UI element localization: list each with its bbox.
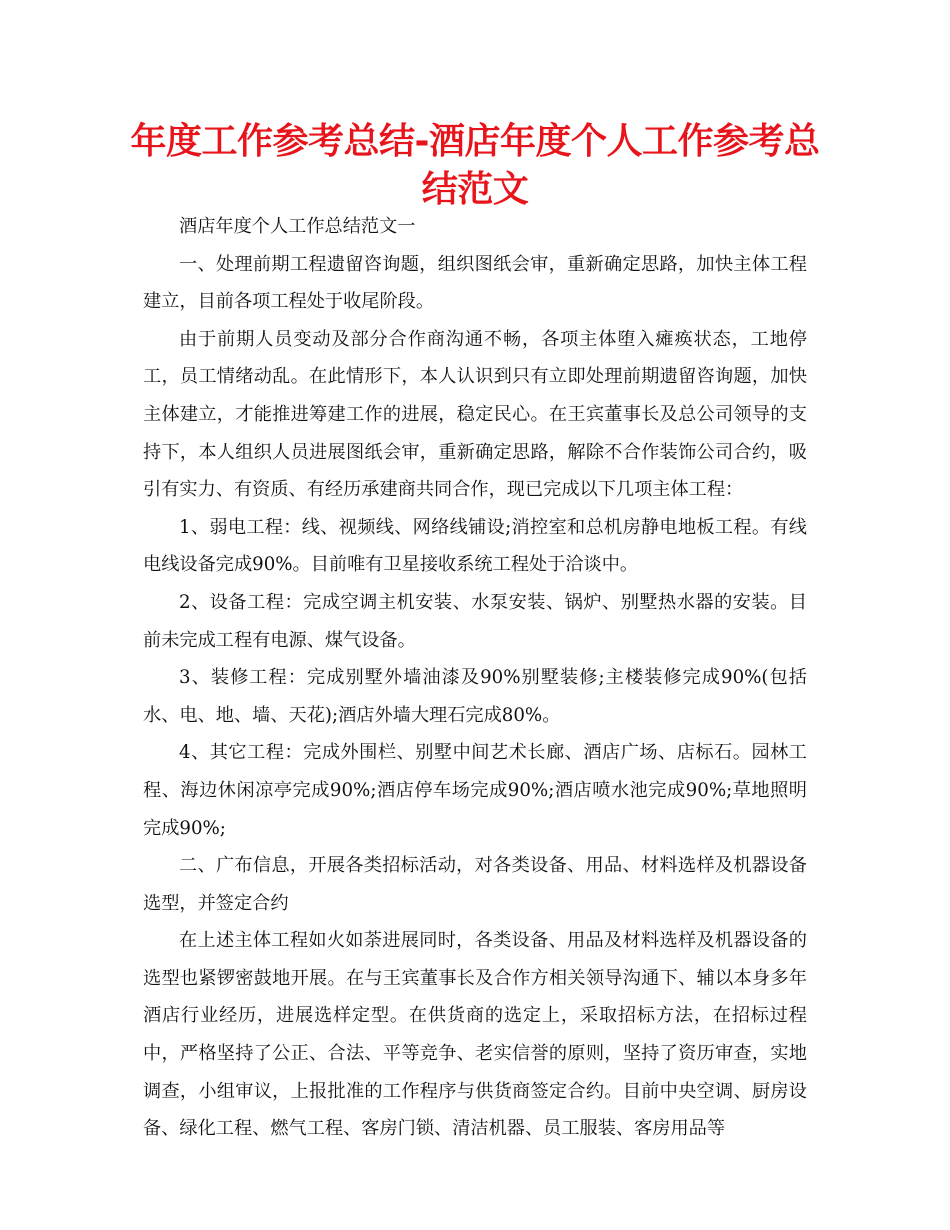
paragraph: 在上述主体工程如火如荼进展同时，各类设备、用品及材料选样及机器设备的选型也紧锣密鼓地开展。在与王宾董事长及合作方相关领导沟通下、辅以本身多年酒店行业经历，进展选样定型。在供货商的选定上，采取招标方法，在招标过程中，严格坚持了公正、合法、平等竞争、老实信誉的原则，坚持了资历审查，实地调查，小组审议，上报批准的工作程序与供货商签定合约。目前中央空调、厨房设备、绿化工程、燃气工程、客房门锁、清洁机器、员工服装、客房用品等 <box>143 930 807 1140</box>
paragraph: 二、广布信息，开展各类招标活动，对各类设备、用品、材料选样及机器设备选型，并签定合约 <box>143 855 807 914</box>
paragraph: 1、弱电工程：线、视频线、网络线铺设;消控室和总机房静电地板工程。有线电线设备完成90%。目前唯有卫星接收系统工程处于洽谈中。 <box>143 516 807 576</box>
paragraph: 由于前期人员变动及部分合作商沟通不畅，各项主体堕入瘫痪状态，工地停工，员工情绪动乱。在此情形下，本人认识到只有立即处理前期遗留咨询题，加快主体建立，才能推进筹建工作的进展，稳定民心。在王宾董事长及总公司领导的支持下，本人组织人员进展图纸会审，重新确定思路，解除不合作装饰公司合约，吸引有实力、有资质、有经历承建商共同合作，现已完成以下几项主体工程： <box>143 328 807 501</box>
paragraph: 3、装修工程：完成别墅外墙油漆及90%别墅装修;主楼装修完成90%(包括水、电、地、墙、天花);酒店外墙大理石完成80%。 <box>143 667 807 726</box>
document-body <box>143 208 807 1148</box>
paragraph-heading: 酒店年度个人工作总结范文一 <box>179 216 416 237</box>
paragraph: 2、设备工程：完成空调主机安装、水泵安装、锅炉、别墅热水器的安装。目前未完成工程有电源、煤气设备。 <box>143 591 807 651</box>
paragraph: 4、其它工程：完成外围栏、别墅中间艺术长廊、酒店广场、店标石。园林工程、海边休闲凉亭完成90%;酒店停车场完成90%;酒店喷水池完成90%;草地照明完成90%; <box>143 742 807 839</box>
document-title: 年度工作参考总结-酒店年度个人工作参考总结范文 <box>130 121 820 210</box>
paragraph: 一、处理前期工程遗留咨询题，组织图纸会审，重新确定思路，加快主体工程建立，目前各项工程处于收尾阶段。 <box>143 253 807 313</box>
